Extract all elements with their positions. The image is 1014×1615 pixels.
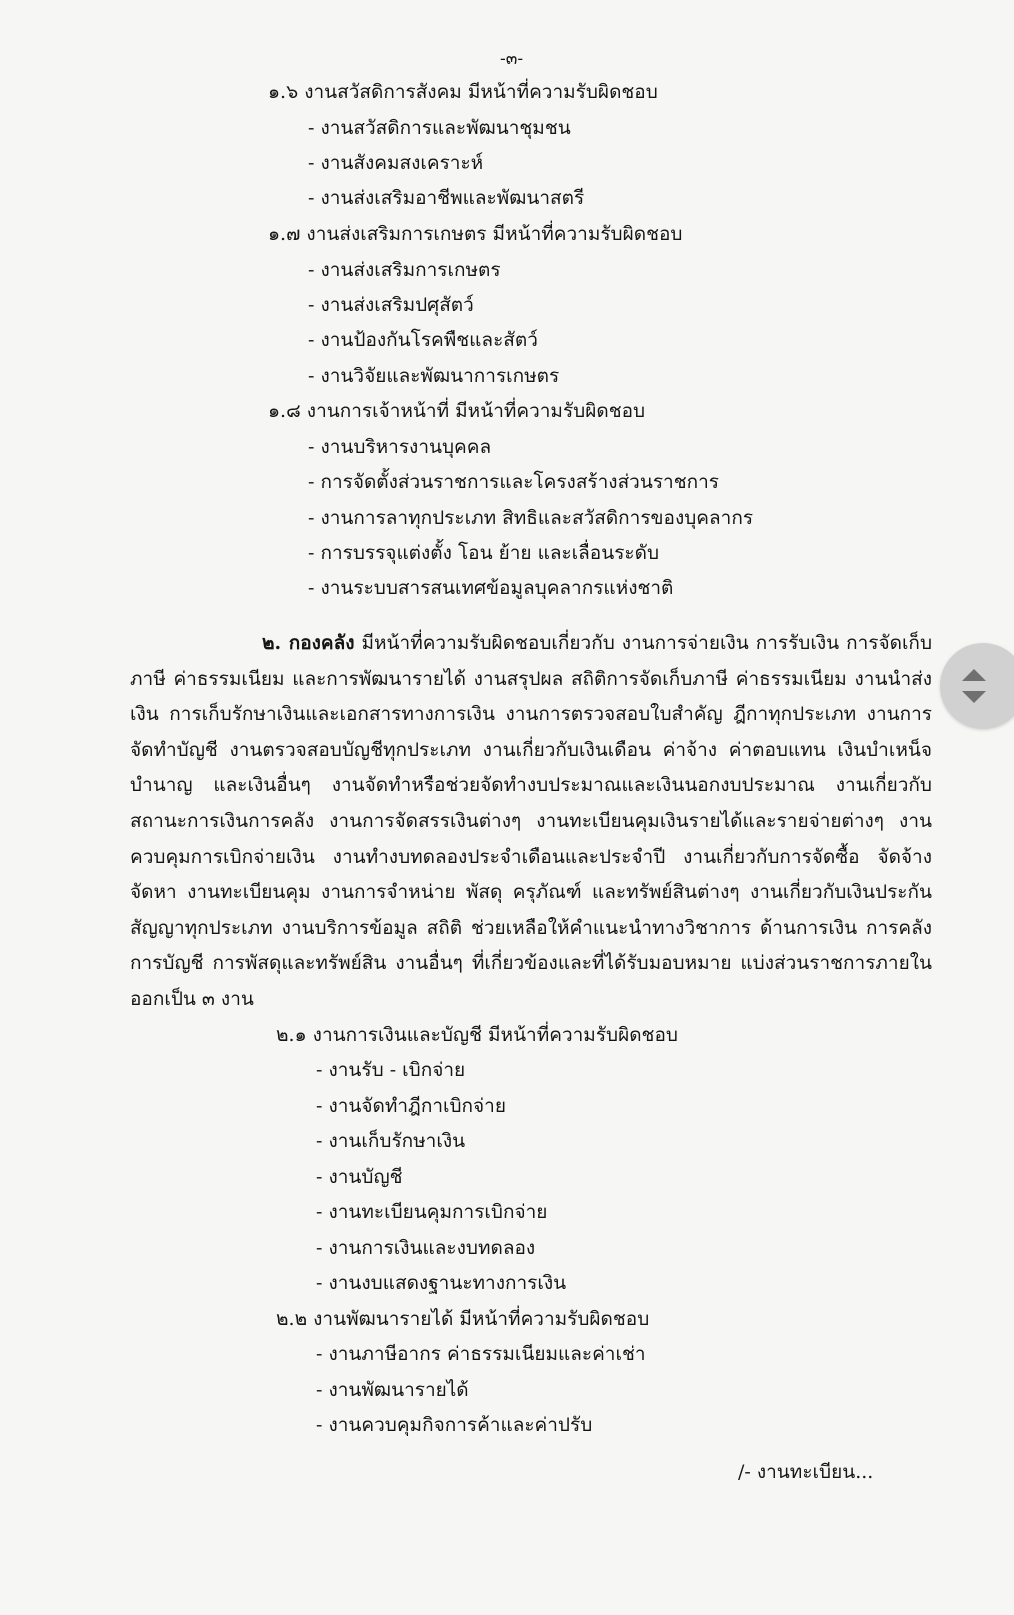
list-item: - งานสังคมสงเคราะห์	[308, 152, 484, 174]
list-item: - งานพัฒนารายได้	[316, 1379, 469, 1401]
list-item: - งานทะเบียนคุมการเบิกจ่าย	[316, 1201, 548, 1223]
list-item: - งานส่งเสริมอาชีพและพัฒนาสตรี	[308, 187, 585, 209]
list-item: - งานการเงินและงบทดลอง	[316, 1237, 536, 1259]
list-item: - งานระบบสารสนเทศข้อมูลบุคลากรแห่งชาติ	[308, 577, 674, 599]
chevron-down-icon[interactable]	[962, 691, 986, 703]
continuation-note: /- งานทะเบียน...	[738, 1461, 874, 1483]
page-number: -๓-	[500, 49, 524, 69]
list-item: - งานสวัสดิการและพัฒนาชุมชน	[308, 117, 571, 139]
list-item: - งานส่งเสริมการเกษตร	[308, 259, 501, 281]
section-1-7-title: ๑.๗ งานส่งเสริมการเกษตร มีหน้าที่ความรับผิดชอบ	[268, 223, 683, 245]
list-item: - งานเก็บรักษาเงิน	[316, 1130, 466, 1152]
section-2-heading: ๒. กองคลัง	[262, 632, 355, 654]
list-item: - การจัดตั้งส่วนราชการและโครงสร้างส่วนราชการ	[308, 471, 719, 493]
list-item: - การบรรจุแต่งตั้ง โอน ย้าย และเลื่อนระดับ	[308, 542, 660, 564]
list-item: - งานบัญชี	[316, 1166, 403, 1188]
list-item: - งานการลาทุกประเภท สิทธิและสวัสดิการของบุคลากร	[308, 507, 754, 529]
list-item: - งานควบคุมกิจการค้าและค่าปรับ	[316, 1414, 593, 1436]
list-item: - งานส่งเสริมปศุสัตว์	[308, 294, 474, 316]
list-item: - งานป้องกันโรคพืชและสัตว์	[308, 329, 538, 351]
list-item: - งานภาษีอากร ค่าธรรมเนียมและค่าเช่า	[316, 1343, 646, 1365]
list-item: - งานบริหารงานบุคคล	[308, 436, 492, 458]
list-item: - งานงบแสดงฐานะทางการเงิน	[316, 1272, 567, 1294]
section-1-8-title: ๑.๘ งานการเจ้าหน้าที่ มีหน้าที่ความรับผิดชอบ	[268, 400, 646, 422]
section-2-2-title: ๒.๒ งานพัฒนารายได้ มีหน้าที่ความรับผิดชอบ	[276, 1308, 650, 1330]
section-2-body: มีหน้าที่ความรับผิดชอบเกี่ยวกับ งานการจ่ายเงิน การรับเงิน การจัดเก็บภาษี ค่าธรรมเนียม และการพัฒนารายได้ งานสรุปผล สถิติการจัดเก็บภาษี ค่าธรรมเนียม งานนำส่งเงิน การเก็บรักษาเงินและเอกสารทางการเงิน งานการตรวจสอบใบสำคัญ ฎีกาทุกประเภท งานการจัดทำบัญชี งานตรวจสอบบัญชีทุกประเภท งานเกี่ยวกับเงินเดือน ค่าจ้าง ค่าตอบแทน เงินบำเหน็จบำนาญ และเงินอื่นๆ งานจัดทำหรือช่วยจัดทำงบประมาณและเงินนอกงบประมาณ งานเกี่ยวกับสถานะการเงินการคลัง งานการจัดสรรเงินต่างๆ งานทะเบียนคุมเงินรายได้และรายจ่ายต่างๆ งานควบคุมการเบิกจ่ายเงิน งานทำงบทดลองประจำเดือนและประจำปี งานเกี่ยวกับการจัดซื้อ จัดจ้าง จัดหา งานทะเบียนคุม งานการจำหน่าย พัสดุ ครุภัณฑ์ และทรัพย์สินต่างๆ งานเกี่ยวกับเงินประกันสัญญาทุกประเภท งานบริการข้อมูล สถิติ ช่วยเหลือให้คำแนะนำทางวิชาการ ด้านการเงิน การคลัง การบัญชี การพัสดุและทรัพย์สิน งานอื่นๆ ที่เกี่ยวข้องและที่ได้รับมอบหมาย แบ่งส่วนราชการภายในออกเป็น ๓ งาน	[130, 632, 933, 1010]
list-item: - งานจัดทำฎีกาเบิกจ่าย	[316, 1095, 506, 1117]
section-2-1-title: ๒.๑ งานการเงินและบัญชี มีหน้าที่ความรับผิดชอบ	[276, 1024, 678, 1046]
list-item: - งานรับ - เบิกจ่าย	[316, 1059, 466, 1081]
section-2-paragraph	[130, 626, 932, 1018]
scroll-widget[interactable]	[940, 643, 1014, 729]
list-item: - งานวิจัยและพัฒนาการเกษตร	[308, 365, 560, 387]
chevron-up-icon[interactable]	[962, 669, 986, 681]
section-1-6-title: ๑.๖ งานสวัสดิการสังคม มีหน้าที่ความรับผิดชอบ	[268, 81, 658, 103]
